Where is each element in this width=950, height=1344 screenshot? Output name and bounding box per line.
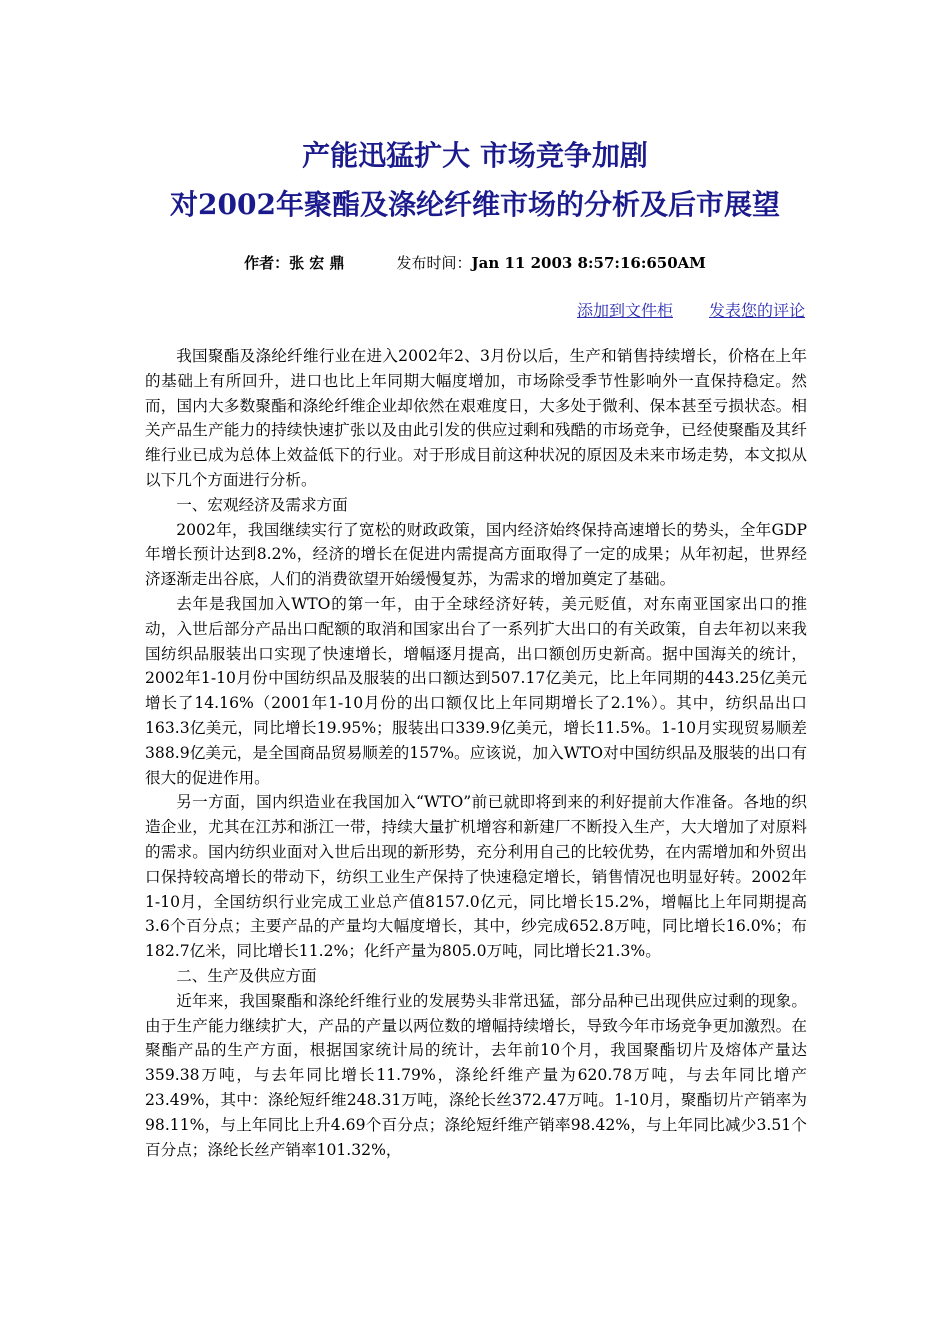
article-meta [0, 252, 950, 273]
article-title-main: 产能迅猛扩大 市场竞争加剧 [302, 139, 648, 172]
body-paragraph: 2002年，我国继续实行了宽松的财政政策，国内经济始终保持高速增长的势头，全年GDP年增长预计达到8.2%，经济的增长在促进内需提高方面取得了一定的成果；从年初起，世界经济逐渐走出谷底，人们的消费欲望开始缓慢复苏，为需求的增加奠定了基础。 [145, 520, 807, 589]
body-paragraph: 近年来，我国聚酯和涤纶纤维行业的发展势头非常迅猛，部分品种已出现供应过剩的现象。由于生产能力继续扩大，产品的产量以两位数的增幅持续增长，导致今年市场竞争更加激烈。在聚酯产品的生产方面，根据国家统计局的统计，去年前10个月，我国聚酯切片及熔体产量达359.38万吨，与去年同比增长11.79%，涤纶纤维产量为620.78万吨，与去年同比增产23.49%，其中：涤纶短纤维248.31万吨，涤纶长丝372.47万吨。1-10月，聚酯切片产销率为98.11%，与上年同比上升4.69个百分点；涤纶短纤维产销率98.42%，与上年同比减少3.51个百分点；涤纶长丝产销率101.32%， [145, 991, 807, 1159]
body-paragraph: 另一方面，国内织造业在我国加入“WTO”前已就即将到来的利好提前大作准备。各地的织造企业，尤其在江苏和浙江一带，持续大量扩机增容和新建厂不断投入生产，大大增加了对原料的需求。国内纺织业面对入世后出现的新形势，充分利用自己的比较优势，在内需增加和外贸出口保持较高增长的带动下，纺织工业生产保持了快速稳定增长，销售情况也明显好转。2002年1-10月，全国纺织行业完成工业总产值8157.0亿元，同比增长15.2%，增幅比上年同期提高3.6个百分点；主要产品的产量均大幅度增长，其中，纱完成652.8万吨，同比增长16.0%；布182.7亿米，同比增长11.2%；化纤产量为805.0万吨，同比增长21.3%。 [145, 793, 807, 961]
publish-date: Jan 11 2003 8:57:16:650AM [471, 254, 706, 272]
article-body [145, 344, 807, 1162]
author-label: 作者： [244, 254, 290, 272]
article-actions [577, 298, 805, 321]
author-name: 张 宏 鼎 [289, 254, 345, 272]
section-heading-production: 二、生产及供应方面 [176, 966, 317, 985]
body-paragraph: 我国聚酯及涤纶纤维行业在进入2002年2、3月份以后，生产和销售持续增长，价格在上年的基础上有所回升，进口也比上年同期大幅度增加，市场除受季节性影响外一直保持稳定。然而，国内大多数聚酯和涤纶纤维企业却依然在艰难度日，大多处于微利、保本甚至亏损状态。相关产品生产能力的持续快速扩张以及由此引发的供应过剩和残酷的市场竞争，已经使聚酯及其纤维行业已成为总体上效益低下的行业。对于形成目前这种状况的原因及未来市场走势，本文拟从以下几个方面进行分析。 [145, 347, 807, 489]
article-title-sub: 对2002年聚酯及涤纶纤维市场的分析及后市展望 [170, 188, 780, 221]
section-heading-macro: 一、宏观经济及需求方面 [176, 495, 348, 514]
body-paragraph: 去年是我国加入WTO的第一年，由于全球经济好转，美元贬值，对东南亚国家出口的推动，入世后部分产品出口配额的取消和国家出台了一系列扩大出口的有关政策，自去年初以来我国纺织品服装出口实现了快速增长，增幅逐月提高，出口额创历史新高。据中国海关的统计，2002年1-10月份中国纺织品及服装的出口额达到507.17亿美元，比上年同期的443.25亿美元增长了14.16%（2001年1-10月份的出口额仅比上年同期增长了2.1%）。其中，纺织品出口163.3亿美元，同比增长19.95%；服装出口339.9亿美元，增长11.5%。1-10月实现贸易顺差388.9亿美元，是全国商品贸易顺差的157%。应该说，加入WTO对中国纺织品及服装的出口有很大的促进作用。 [145, 594, 807, 787]
add-to-cabinet-link[interactable]: 添加到文件柜 [576, 301, 673, 320]
post-comment-link[interactable]: 发表您的评论 [708, 301, 805, 320]
date-label: 发布时间： [396, 254, 472, 272]
